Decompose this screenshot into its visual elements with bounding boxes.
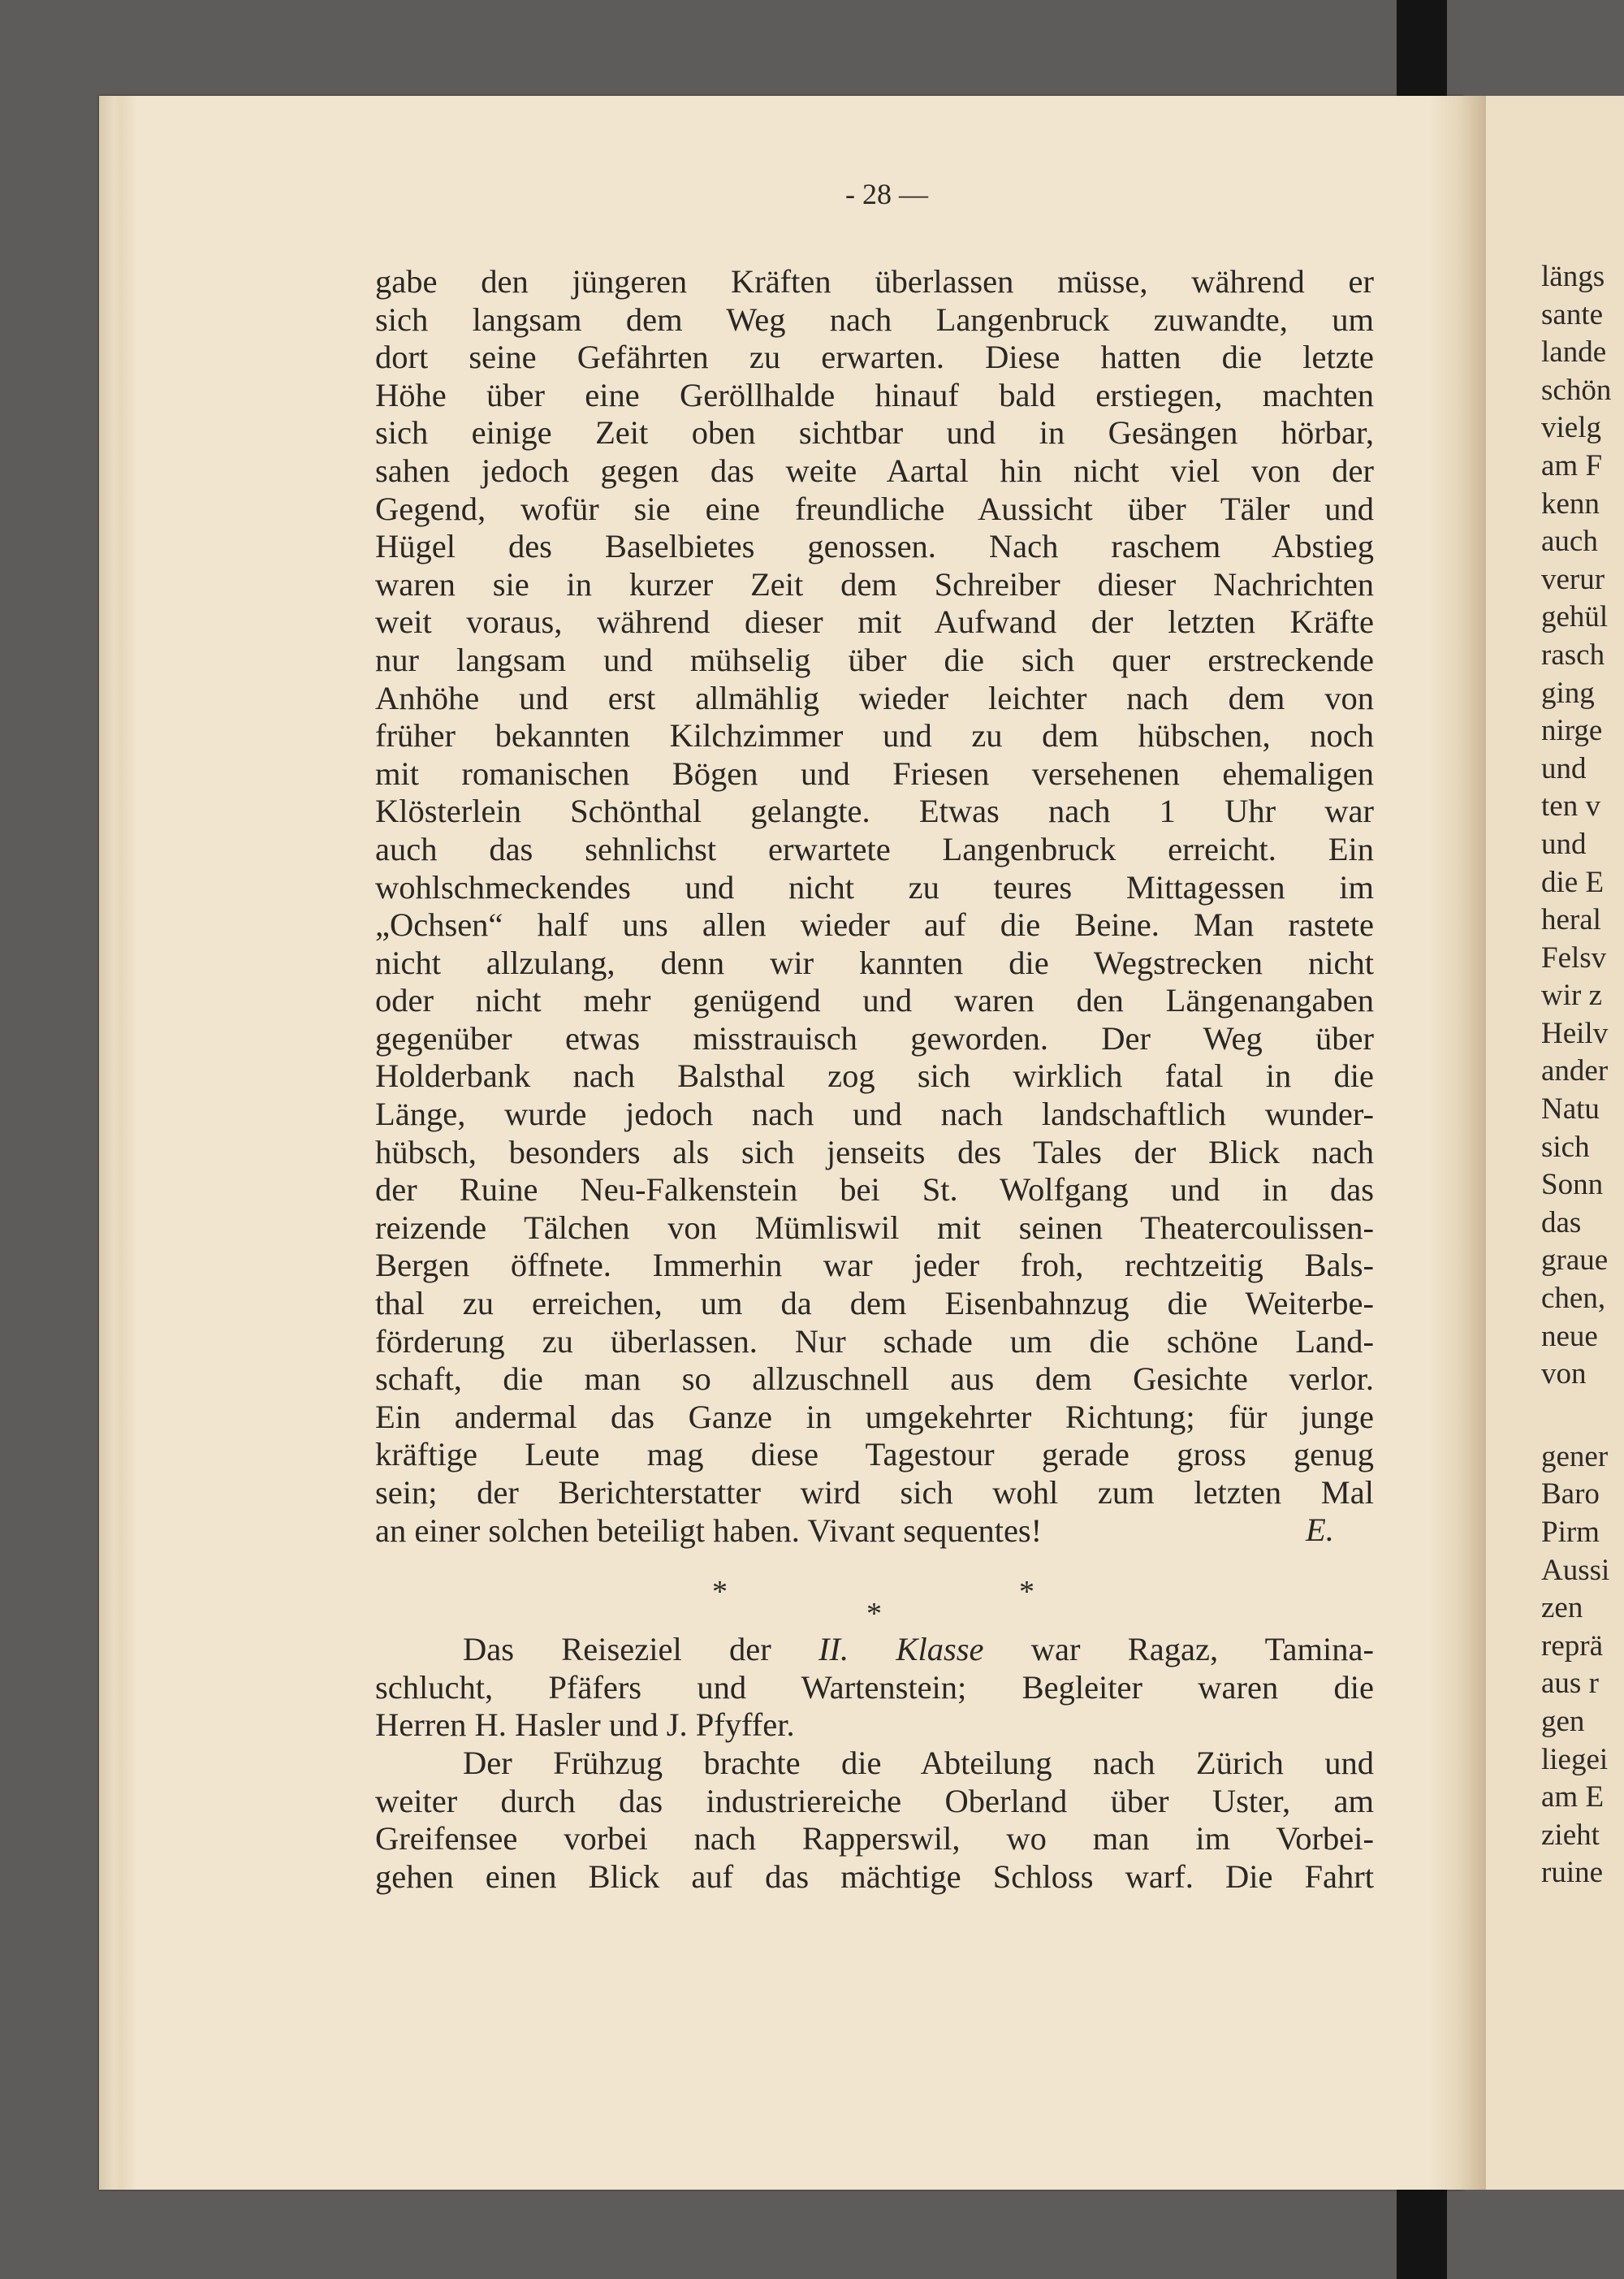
text-line: auch das sehnlichst erwartete Langenbruck erreicht. Ein — [375, 830, 1374, 867]
next-page-line: neue — [1541, 1319, 1598, 1353]
text-line: Bergen öffnete. Immerhin war jeder froh, rechtzeitig Bals- — [375, 1247, 1374, 1284]
paragraph-class-two — [375, 1631, 1374, 1745]
text-line: hübsch, besonders als sich jenseits des Tales der Blick nach — [375, 1133, 1374, 1170]
book-page-right-partial — [1486, 96, 1624, 2190]
text-line: Ein andermal das Ganze in umgekehrter Richtung; für junge — [375, 1398, 1374, 1435]
next-page-line: ging — [1541, 676, 1595, 710]
text-line: der Ruine Neu-Falkenstein bei St. Wolfgang und in das — [375, 1171, 1374, 1209]
text-line: thal zu erreichen, um da dem Eisenbahnzug die Weiterbe- — [375, 1285, 1374, 1322]
text-line: Holderbank nach Balsthal zog sich wirklich fatal in die — [375, 1057, 1374, 1095]
next-page-line: von — [1541, 1357, 1587, 1391]
text-line: sahen jedoch gegen das weite Aartal hin nicht viel von der — [375, 452, 1374, 489]
next-page-line: gen — [1541, 1704, 1585, 1738]
next-page-line: das — [1541, 1205, 1582, 1239]
text-line: sich einige Zeit oben sichtbar und in Gesängen hörbar, — [375, 414, 1374, 452]
next-page-line: gener — [1541, 1439, 1609, 1473]
text-line: nicht allzulang, denn wir kannten die Wegstrecken nicht — [375, 944, 1374, 981]
text-line: schlucht, Pfäfers und Wartenstein; Begleiter waren die — [375, 1668, 1374, 1706]
next-page-line: ruine — [1541, 1856, 1604, 1890]
page-number: - 28 — — [845, 178, 928, 210]
next-page-line: Sonn — [1541, 1168, 1604, 1202]
next-page-line: auch — [1541, 525, 1598, 559]
book-gutter — [1429, 96, 1486, 2190]
text-line: gehen einen Blick auf das mächtige Schloss warf. Die Fahrt — [375, 1857, 1374, 1895]
text-line: sein; der Berichterstatter wird sich wohl zum letzten Mal — [375, 1474, 1374, 1511]
star-separator: * — [712, 1575, 728, 1609]
next-page-line: Natu — [1541, 1092, 1600, 1127]
text-line: Höhe über eine Geröllhalde hinauf bald erstiegen, machten — [375, 376, 1374, 413]
text-line: nur langsam und mühselig über die sich quer erstreckende — [375, 641, 1374, 678]
text-line: an einer solchen beteiligt haben. Vivant sequentes! — [375, 1511, 1043, 1549]
next-page-line: und — [1541, 751, 1587, 785]
text-line: „Ochsen“ half uns allen wieder auf die Beine. Man rastete — [375, 906, 1374, 944]
text-line: früher bekannten Kilchzimmer und zu dem hübschen, noch — [375, 717, 1374, 755]
text-line: Klösterlein Schönthal gelangte. Etwas nach 1 Uhr war — [375, 793, 1374, 830]
scan-border-bottom — [1397, 2190, 1447, 2279]
text-line: weit voraus, während dieser mit Aufwand der letzten Kräfte — [375, 603, 1374, 641]
next-page-line: aus r — [1541, 1667, 1599, 1701]
next-page-line: heral — [1541, 903, 1601, 937]
next-page-line: ander — [1541, 1054, 1609, 1088]
next-page-line: lande — [1541, 335, 1607, 370]
next-page-line: am E — [1541, 1780, 1605, 1814]
scan-border-right — [1397, 0, 1447, 96]
text-line: wohlschmeckendes und nicht zu teures Mittagessen im — [375, 868, 1374, 906]
next-page-line: und — [1541, 827, 1587, 861]
next-page-line: Baro — [1541, 1477, 1600, 1511]
text-line: schaft, die man so allzuschnell aus dem Gesichte verlor. — [375, 1360, 1374, 1398]
text-line: oder nicht mehr genügend und waren den Längenangaben — [375, 982, 1374, 1019]
next-page-line: längs — [1541, 260, 1605, 293]
next-page-line: Heilv — [1541, 1016, 1609, 1050]
text-line: reizende Tälchen von Mümliswil mit seinen Theatercoulissen- — [375, 1209, 1374, 1246]
text-line: Anhöhe und erst allmählig wieder leichter nach dem von — [375, 679, 1374, 716]
text-line: sich langsam dem Weg nach Langenbruck zuwandte, um — [375, 301, 1374, 338]
text-line: förderung zu überlassen. Nur schade um die schöne Land- — [375, 1322, 1374, 1360]
page-edge-stack — [99, 96, 136, 2190]
next-page-line: reprä — [1541, 1628, 1603, 1663]
text-line: Hügel des Baselbietes genossen. Nach raschem Abstieg — [375, 528, 1374, 565]
next-page-line: gehül — [1541, 600, 1609, 634]
text-line: kräftige Leute mag diese Tagestour gerade gross genug — [375, 1436, 1374, 1473]
star-separator: * — [866, 1597, 882, 1631]
next-page-line: wir z — [1541, 979, 1602, 1013]
next-page-line: die E — [1541, 865, 1605, 899]
paragraph-journey — [375, 1745, 1374, 1896]
text-line: Herren H. Hasler und J. Pfyffer. — [375, 1706, 795, 1744]
text-line: Greifensee vorbei nach Rapperswil, wo man im Vorbei- — [375, 1820, 1374, 1857]
next-page-line: ten v — [1541, 789, 1600, 824]
page-body — [375, 263, 1374, 1896]
text-line: weiter durch das industriereiche Oberland über Uster, am — [375, 1782, 1374, 1819]
text-line: Das Reiseziel der II. Klasse war Ragaz, Tamina- — [463, 1631, 1374, 1668]
next-page-line: graue — [1541, 1243, 1609, 1278]
text-line: waren sie in kurzer Zeit dem Schreiber dieser Nachrichten — [375, 565, 1374, 603]
next-page-line: sante — [1541, 297, 1604, 331]
text-line: dort seine Gefährten zu erwarten. Diese hatten die letzte — [375, 339, 1374, 376]
star-separator: * — [1019, 1575, 1034, 1609]
text-line: Gegend, wofür sie eine freundliche Aussicht über Täler und — [375, 490, 1374, 527]
next-page-text — [1486, 258, 1611, 1892]
next-page-line: Aussi — [1541, 1553, 1610, 1587]
next-page-line: liegei — [1541, 1742, 1609, 1776]
author-signature: E. — [1306, 1511, 1334, 1548]
next-page-line: Felsv — [1541, 941, 1607, 975]
text-line: Länge, wurde jedoch nach und nach landschaftlich wunder- — [375, 1096, 1374, 1133]
next-page-line: kenn — [1541, 487, 1600, 521]
next-page-line: Pirm — [1541, 1516, 1600, 1549]
next-page-line: am F — [1541, 448, 1603, 482]
next-page-line: schön — [1541, 373, 1612, 407]
next-page-line: zieht — [1541, 1818, 1600, 1852]
text-line: Der Frühzug brachte die Abteilung nach Zürich und — [463, 1744, 1374, 1781]
next-page-line: nirge — [1541, 714, 1603, 748]
next-page-line: verur — [1541, 562, 1605, 596]
text-line: gabe den jüngeren Kräften überlassen müsse, während er — [375, 263, 1374, 300]
next-page-line: chen, — [1541, 1282, 1606, 1316]
next-page-line: zen — [1541, 1591, 1583, 1625]
paragraph-report-end — [375, 263, 1374, 1550]
next-page-line: sich — [1541, 1130, 1590, 1164]
next-page-line: vielg — [1541, 411, 1601, 445]
text-line: mit romanischen Bögen und Friesen versehenen ehemaligen — [375, 755, 1374, 792]
next-page-line: rasch — [1541, 638, 1605, 672]
text-line: gegenüber etwas misstrauisch geworden. Der Weg über — [375, 1019, 1374, 1057]
